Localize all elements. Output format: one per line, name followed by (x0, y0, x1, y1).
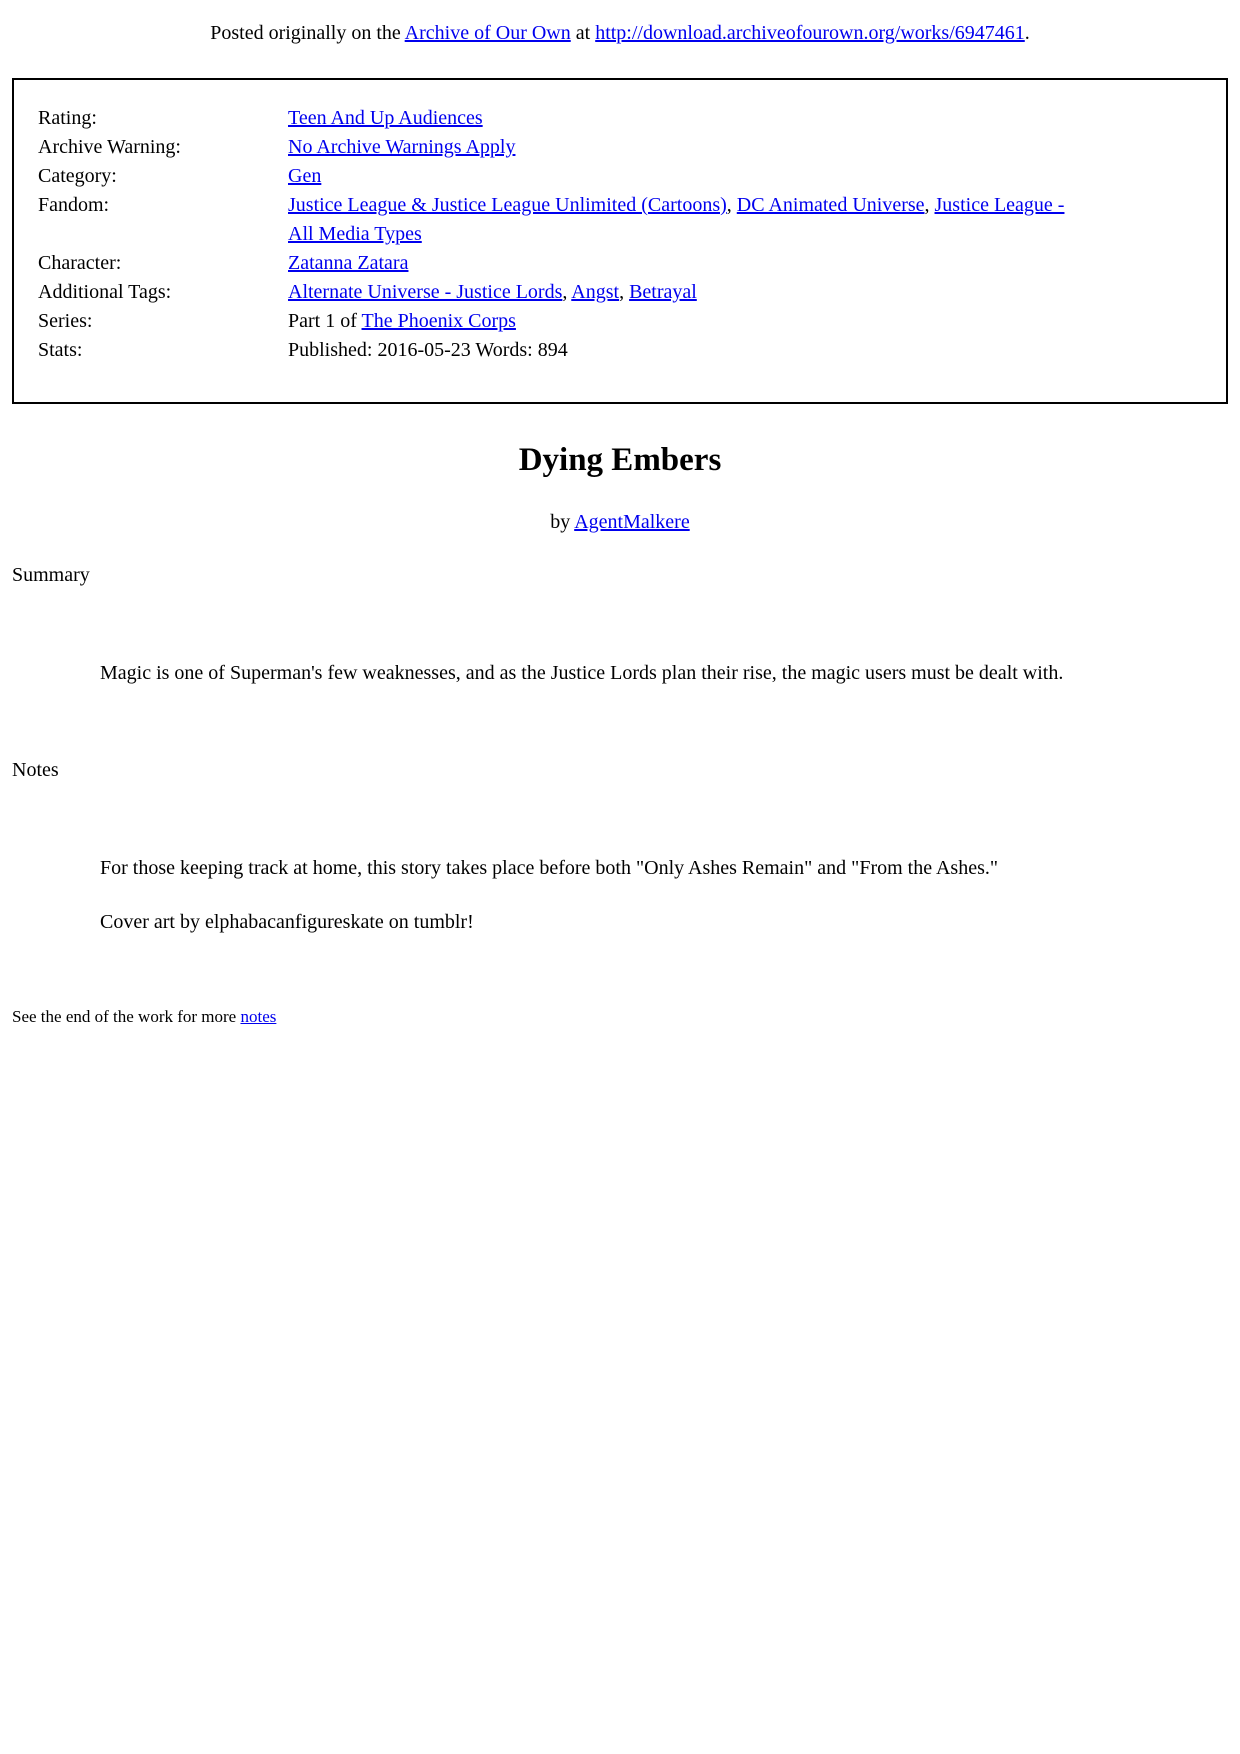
series-link[interactable]: The Phoenix Corps (361, 310, 516, 332)
meta-label-archive-warning: Archive Warning: (38, 136, 181, 158)
work-title: Dying Embers (518, 442, 722, 478)
end-notes-link[interactable]: notes (240, 1007, 277, 1026)
notes-blockquote (100, 854, 1090, 936)
fandom-link[interactable]: DC Animated Universe (736, 194, 925, 216)
meta-label-character: Character: (38, 252, 122, 274)
metadata-box (12, 78, 1228, 404)
meta-label-fandom: Fandom: (38, 194, 110, 216)
fandom-text: , (726, 194, 737, 216)
posted-line (0, 0, 1240, 46)
author-link[interactable]: AgentMalkere (574, 511, 690, 533)
fandom-link[interactable]: Justice League & Justice League Unlimited (Cartoons) (288, 194, 727, 216)
notes-paragraph: Cover art by elphabacanfigureskate on tumblr! (100, 911, 474, 933)
end-notes-prefix: See the end of the work for more (12, 1007, 241, 1026)
stats-text: Published: 2016-05-23 Words: 894 (288, 339, 568, 361)
additional-tags-link[interactable]: Alternate Universe - Justice Lords (288, 281, 563, 303)
meta-value-series (288, 307, 1088, 336)
posted-line-suffix: . (1024, 22, 1030, 44)
meta-label-additional-tags: Additional Tags: (38, 281, 172, 303)
archive-warning-link[interactable]: No Archive Warnings Apply (288, 136, 516, 158)
posted-line-middle: at (570, 22, 596, 44)
meta-value-category (288, 162, 1088, 191)
notes-heading: Notes (12, 759, 59, 781)
end-notes-line (12, 1006, 1240, 1028)
meta-value-stats (288, 336, 1088, 365)
meta-value-fandom (288, 191, 1088, 249)
posted-line-prefix: Posted originally on the (210, 22, 405, 44)
meta-value-character (288, 249, 1088, 278)
work-url-link[interactable]: http://download.archiveofourown.org/works/6947461 (595, 22, 1025, 44)
meta-label-stats: Stats: (38, 339, 83, 361)
meta-label-series: Series: (38, 310, 93, 332)
category-link[interactable]: Gen (288, 165, 322, 187)
summary-blockquote (100, 659, 1090, 687)
meta-label-rating: Rating: (38, 107, 97, 129)
rating-link[interactable]: Teen And Up Audiences (288, 107, 483, 129)
additional-tags-text: , (562, 281, 572, 303)
summary-text: Magic is one of Superman's few weaknesses, and as the Justice Lords plan their rise, the magic users must be dealt with. (100, 662, 1064, 684)
byline-prefix: by (550, 511, 575, 533)
fandom-link[interactable]: Justice League - All Media Types (288, 194, 1065, 245)
meta-value-rating (288, 104, 1088, 133)
meta-label-category: Category: (38, 165, 117, 187)
meta-value-additional-tags (288, 278, 1088, 307)
archive-of-our-own-link[interactable]: Archive of Our Own (404, 22, 571, 44)
additional-tags-link[interactable]: Angst (571, 281, 620, 303)
notes-paragraph: For those keeping track at home, this story takes place before both "Only Ashes Remain" and "From the Ashes." (100, 857, 999, 879)
character-link[interactable]: Zatanna Zatara (288, 252, 409, 274)
summary-heading: Summary (12, 564, 90, 586)
meta-value-archive-warning (288, 133, 1088, 162)
series-text: Part 1 of (288, 310, 362, 332)
additional-tags-text: , (619, 281, 630, 303)
fandom-text: , (924, 194, 935, 216)
additional-tags-link[interactable]: Betrayal (629, 281, 697, 303)
byline (0, 509, 1240, 536)
